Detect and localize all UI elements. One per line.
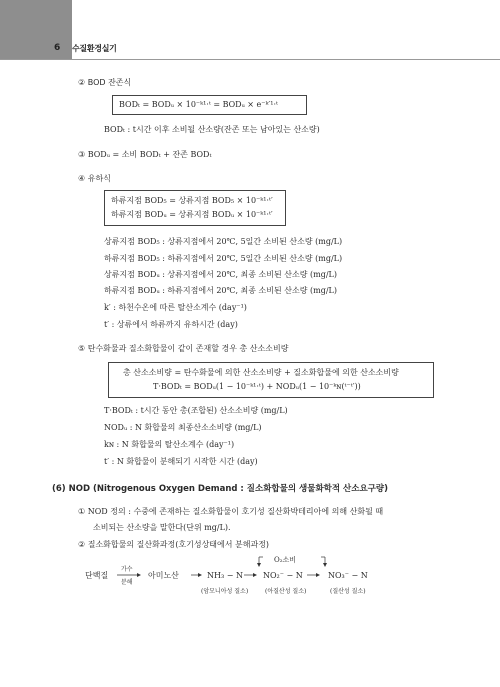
nh3-label: NH₃ − N	[207, 571, 243, 580]
flow-def-3: 상류지점 BODᵤ : 상류지점에서 20℃, 최종 소비된 산소량 (mg/L)	[104, 270, 337, 279]
total-oxygen-formula-1: 총 산소소비량 = 탄수화물에 의한 산소소비량 + 질소화합물에 의한 산소소비량	[123, 368, 399, 377]
flow-def-1: 상류지점 BOD₅ : 상류지점에서 20℃, 5일간 소비된 산소량 (mg/L)	[104, 237, 343, 246]
protein-label: 단백질	[85, 571, 109, 580]
nod-definition-line2: 소비되는 산소량을 말한다(단위 mg/L).	[93, 523, 231, 532]
page-number: 6	[54, 43, 61, 53]
total-def-3: kɴ : N 화합물의 탈산소계수 (day⁻¹)	[104, 440, 235, 449]
hydrolysis-top-label: 가수	[121, 566, 133, 573]
no3-note: (질산성 질소)	[330, 588, 366, 595]
no3-label: NO₃⁻ − N	[328, 571, 368, 580]
amino-acid-label: 아미노산	[148, 571, 179, 580]
no2-note: (아질산성 질소)	[265, 588, 307, 595]
bod-formula: BODₜ = BODᵤ × 10⁻ᵏ¹·ᵗ = BODᵤ × e⁻ᵏ′¹·ᵗ	[119, 100, 278, 109]
nod-definition-line1: ① NOD 정의 : 수중에 존재하는 질소화합물이 호기성 질산화박테리아에 의해 산화될 때	[78, 507, 384, 516]
total-oxygen-heading: ⑤ 탄수화물과 질소화합물이 같이 존재할 경우 총 산소소비량	[78, 344, 289, 353]
flow-formula-1: 하류지점 BOD₅ = 상류지점 BOD₅ × 10⁻ᵏ¹·ᵗ′	[111, 196, 273, 205]
total-oxygen-formula-2: T·BODₜ = BODᵤ(1 − 10⁻ᵏ¹·ᵗ) + NODᵤ(1 − 10⁻ᵏɴ(ᵗ⁻ᵗ′))	[153, 382, 361, 391]
total-def-2: NODᵤ : N 화합물의 최종산소소비량 (mg/L)	[104, 423, 262, 432]
flow-formula-2: 하류지점 BODᵤ = 상류지점 BODᵤ × 10⁻ᵏ¹·ᵗ′	[111, 210, 273, 219]
bod-note: BODₜ : t시간 이후 소비될 산소량(잔존 또는 남아있는 산소량)	[104, 125, 320, 134]
flow-def-5: k′ : 하천수온에 따른 탈산소계수 (day⁻¹)	[104, 303, 247, 312]
book-title: 수질환경실기	[72, 44, 117, 53]
flow-heading: ④ 유하식	[78, 174, 111, 183]
nh3-note: (암모니아성 질소)	[201, 588, 249, 595]
o2-consumption-label: O₂소비	[274, 556, 297, 564]
no2-label: NO₂⁻ − N	[263, 571, 303, 580]
bod-heading: ② BOD 잔존식	[78, 78, 132, 87]
flow-def-6: t′ : 상류에서 하류까지 유하시간 (day)	[104, 320, 238, 329]
bod-relation: ③ BODᵤ = 소비 BODₜ + 잔존 BODₜ	[78, 150, 212, 159]
hydrolysis-bottom-label: 분해	[121, 579, 133, 586]
flow-def-4: 하류지점 BODᵤ : 하류지점에서 20℃, 최종 소비된 산소량 (mg/L)	[104, 286, 337, 295]
flow-def-2: 하류지점 BOD₅ : 하류지점에서 20℃, 5일간 소비된 산소량 (mg/L)	[104, 254, 343, 263]
nod-heading: (6) NOD (Nitrogenous Oxygen Demand : 질소화합물의 생물화학적 산소요구량)	[52, 484, 388, 494]
total-def-4: t′ : N 화합물이 분해되기 시작한 시간 (day)	[104, 457, 258, 466]
nitrification-heading: ② 질소화합물의 질산화과정(호기성상태에서 분해과정)	[78, 540, 270, 549]
total-def-1: T·BODₜ : t시간 동안 총(조합된) 산소소비량 (mg/L)	[104, 406, 288, 415]
